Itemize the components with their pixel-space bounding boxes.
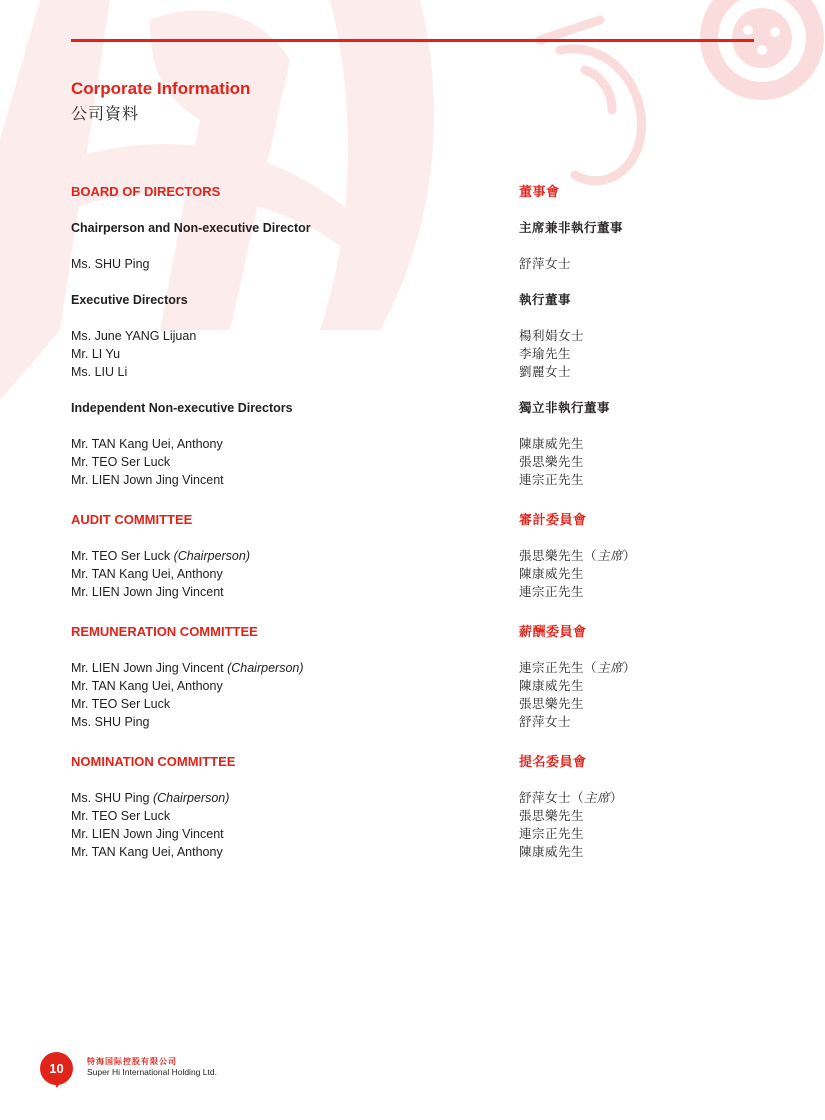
chinese-text — [519, 345, 571, 363]
english-name: Mr. TAN Kang Uei, Anthony — [71, 437, 223, 451]
english-text — [71, 807, 170, 825]
spacer — [71, 731, 771, 753]
shrimp-icon — [540, 20, 642, 181]
english-text — [71, 565, 223, 583]
section-heading — [71, 753, 771, 771]
person-row — [71, 695, 771, 713]
english-text — [71, 659, 304, 677]
english-text — [71, 547, 250, 565]
chinese-text — [519, 183, 560, 201]
person-row — [71, 789, 771, 807]
person-row — [71, 435, 771, 453]
english-text — [71, 327, 196, 345]
chinese-name: 董事會 — [519, 184, 560, 199]
chinese-text — [519, 623, 587, 641]
chinese-name: 陳康威先生 — [519, 679, 585, 693]
chinese-text — [519, 255, 571, 273]
chinese-text — [519, 659, 636, 677]
person-row — [71, 565, 771, 583]
chinese-text — [519, 219, 623, 237]
english-text — [71, 623, 258, 641]
page-title — [71, 79, 250, 125]
chinese-name: 舒萍女士 — [519, 257, 572, 271]
chinese-text — [519, 435, 584, 453]
english-name: Ms. SHU Ping — [71, 715, 150, 729]
tomato-icon — [700, 0, 824, 100]
person-row — [71, 825, 771, 843]
english-text — [71, 695, 170, 713]
english-name: REMUNERATION COMMITTEE — [71, 624, 258, 639]
page-title-en: Corporate Information — [71, 79, 251, 98]
spacer — [71, 381, 771, 399]
english-name: Mr. TAN Kang Uei, Anthony — [71, 679, 223, 693]
english-text — [71, 363, 127, 381]
spacer — [71, 309, 771, 327]
english-name: Mr. LI Yu — [71, 347, 121, 361]
role-heading — [71, 399, 771, 417]
page-badge-pointer — [53, 1081, 61, 1088]
chinese-chairperson-label: 主席 — [584, 791, 611, 805]
person-row — [71, 843, 771, 861]
english-text — [71, 511, 192, 529]
english-text — [71, 843, 223, 861]
english-text — [71, 255, 150, 273]
chinese-name: 審計委員會 — [519, 512, 587, 527]
chinese-text — [519, 291, 571, 309]
company-name-en: Super Hi International Holding Ltd. — [87, 1067, 217, 1077]
person-row — [71, 327, 771, 345]
spacer — [71, 237, 771, 255]
spacer — [71, 201, 771, 219]
spacer — [71, 489, 771, 511]
english-text — [71, 435, 223, 453]
section-heading — [71, 511, 771, 529]
english-name: Ms. SHU Ping — [71, 791, 153, 805]
chinese-text — [519, 583, 584, 601]
spacer — [71, 641, 771, 659]
chinese-text — [519, 547, 636, 565]
chinese-bracket: ） — [610, 791, 624, 805]
chinese-name: 連宗正先生（ — [519, 661, 598, 675]
chinese-text — [519, 363, 571, 381]
english-text — [71, 345, 120, 363]
english-text — [71, 753, 235, 771]
person-row — [71, 547, 771, 565]
english-text — [71, 291, 188, 309]
english-name: Ms. June YANG Lijuan — [71, 329, 197, 343]
spacer — [71, 601, 771, 623]
chinese-name: 薪酬委員會 — [519, 624, 587, 639]
chinese-name: 楊利娟女士 — [519, 329, 585, 343]
english-name: Executive Directors — [71, 293, 188, 307]
chinese-text — [519, 753, 587, 771]
person-row — [71, 659, 771, 677]
english-text — [71, 183, 220, 201]
english-name: Mr. LIEN Jown Jing Vincent — [71, 827, 224, 841]
page-number-badge: 10 — [40, 1052, 73, 1085]
english-name: Mr. LIEN Jown Jing Vincent — [71, 473, 224, 487]
english-name: NOMINATION COMMITTEE — [71, 754, 236, 769]
english-name: AUDIT COMMITTEE — [71, 512, 193, 527]
english-name: Mr. LIEN Jown Jing Vincent — [71, 585, 224, 599]
english-name: Mr. TAN Kang Uei, Anthony — [71, 845, 223, 859]
english-name: Mr. TEO Ser Luck — [71, 455, 171, 469]
chinese-name: 提名委員會 — [519, 754, 587, 769]
english-name: Mr. TEO Ser Luck — [71, 549, 174, 563]
english-name: Mr. TEO Ser Luck — [71, 809, 171, 823]
english-name: Ms. LIU Li — [71, 365, 128, 379]
chinese-name: 連宗正先生 — [519, 585, 585, 599]
chinese-text — [519, 695, 584, 713]
spacer — [71, 273, 771, 291]
person-row — [71, 345, 771, 363]
chinese-text — [519, 327, 584, 345]
english-text — [71, 713, 150, 731]
chinese-name: 舒萍女士（ — [519, 791, 585, 805]
chinese-name: 舒萍女士 — [519, 715, 572, 729]
english-text — [71, 583, 224, 601]
chinese-name: 陳康威先生 — [519, 437, 585, 451]
chairperson-label: (Chairperson) — [152, 791, 230, 805]
chinese-text — [519, 471, 584, 489]
chinese-chairperson-label: 主席 — [597, 661, 624, 675]
footer-company — [87, 1057, 217, 1078]
person-row — [71, 677, 771, 695]
person-row — [71, 453, 771, 471]
chinese-text — [519, 453, 584, 471]
section-heading — [71, 623, 771, 641]
english-name: Ms. SHU Ping — [71, 257, 150, 271]
person-row — [71, 807, 771, 825]
chinese-name: 李瑜先生 — [519, 347, 572, 361]
chinese-name: 劉麗女士 — [519, 365, 572, 379]
chinese-name: 獨立非執行董事 — [519, 401, 611, 415]
person-row — [71, 583, 771, 601]
english-text — [71, 219, 311, 237]
english-name: Mr. LIEN Jown Jing Vincent — [71, 661, 228, 675]
chinese-name: 連宗正先生 — [519, 827, 585, 841]
chairperson-label: (Chairperson) — [173, 549, 250, 563]
spacer — [71, 771, 771, 789]
company-name-zh: 特海国际控股有限公司 — [87, 1057, 177, 1066]
chinese-text — [519, 789, 623, 807]
english-text — [71, 789, 229, 807]
role-heading — [71, 219, 771, 237]
english-name: Mr. TAN Kang Uei, Anthony — [71, 567, 223, 581]
chinese-bracket: ） — [623, 661, 637, 675]
chairperson-label: (Chairperson) — [227, 661, 304, 675]
chinese-name: 陳康威先生 — [519, 567, 585, 581]
chinese-name: 執行董事 — [519, 293, 572, 307]
chinese-text — [519, 825, 584, 843]
chinese-chairperson-label: 主席 — [597, 549, 624, 563]
chinese-text — [519, 399, 610, 417]
top-divider — [71, 39, 754, 42]
chinese-name: 張思樂先生（ — [519, 549, 598, 563]
directors-list — [71, 183, 771, 861]
english-name: Mr. TEO Ser Luck — [71, 697, 171, 711]
spacer — [71, 417, 771, 435]
chinese-text — [519, 677, 584, 695]
section-heading — [71, 183, 771, 201]
role-heading — [71, 291, 771, 309]
chinese-name: 張思樂先生 — [519, 697, 585, 711]
chinese-name: 連宗正先生 — [519, 473, 585, 487]
english-text — [71, 453, 170, 471]
chinese-text — [519, 807, 584, 825]
english-name: BOARD OF DIRECTORS — [71, 184, 221, 199]
chinese-bracket: ） — [623, 549, 637, 563]
chinese-text — [519, 713, 571, 731]
page-title-zh: 公司資料 — [71, 106, 140, 123]
chinese-name: 張思樂先生 — [519, 809, 585, 823]
chinese-text — [519, 843, 584, 861]
chinese-name: 張思樂先生 — [519, 455, 585, 469]
english-text — [71, 399, 293, 417]
person-row — [71, 471, 771, 489]
person-row — [71, 255, 771, 273]
english-name: Chairperson and Non-executive Director — [71, 221, 311, 235]
person-row — [71, 363, 771, 381]
chinese-text — [519, 511, 587, 529]
english-text — [71, 825, 224, 843]
chinese-text — [519, 565, 584, 583]
person-row — [71, 713, 771, 731]
english-name: Independent Non-executive Directors — [71, 401, 293, 415]
spacer — [71, 529, 771, 547]
chinese-name: 陳康威先生 — [519, 845, 585, 859]
english-text — [71, 471, 224, 489]
english-text — [71, 677, 223, 695]
chinese-name: 主席兼非執行董事 — [519, 221, 624, 235]
